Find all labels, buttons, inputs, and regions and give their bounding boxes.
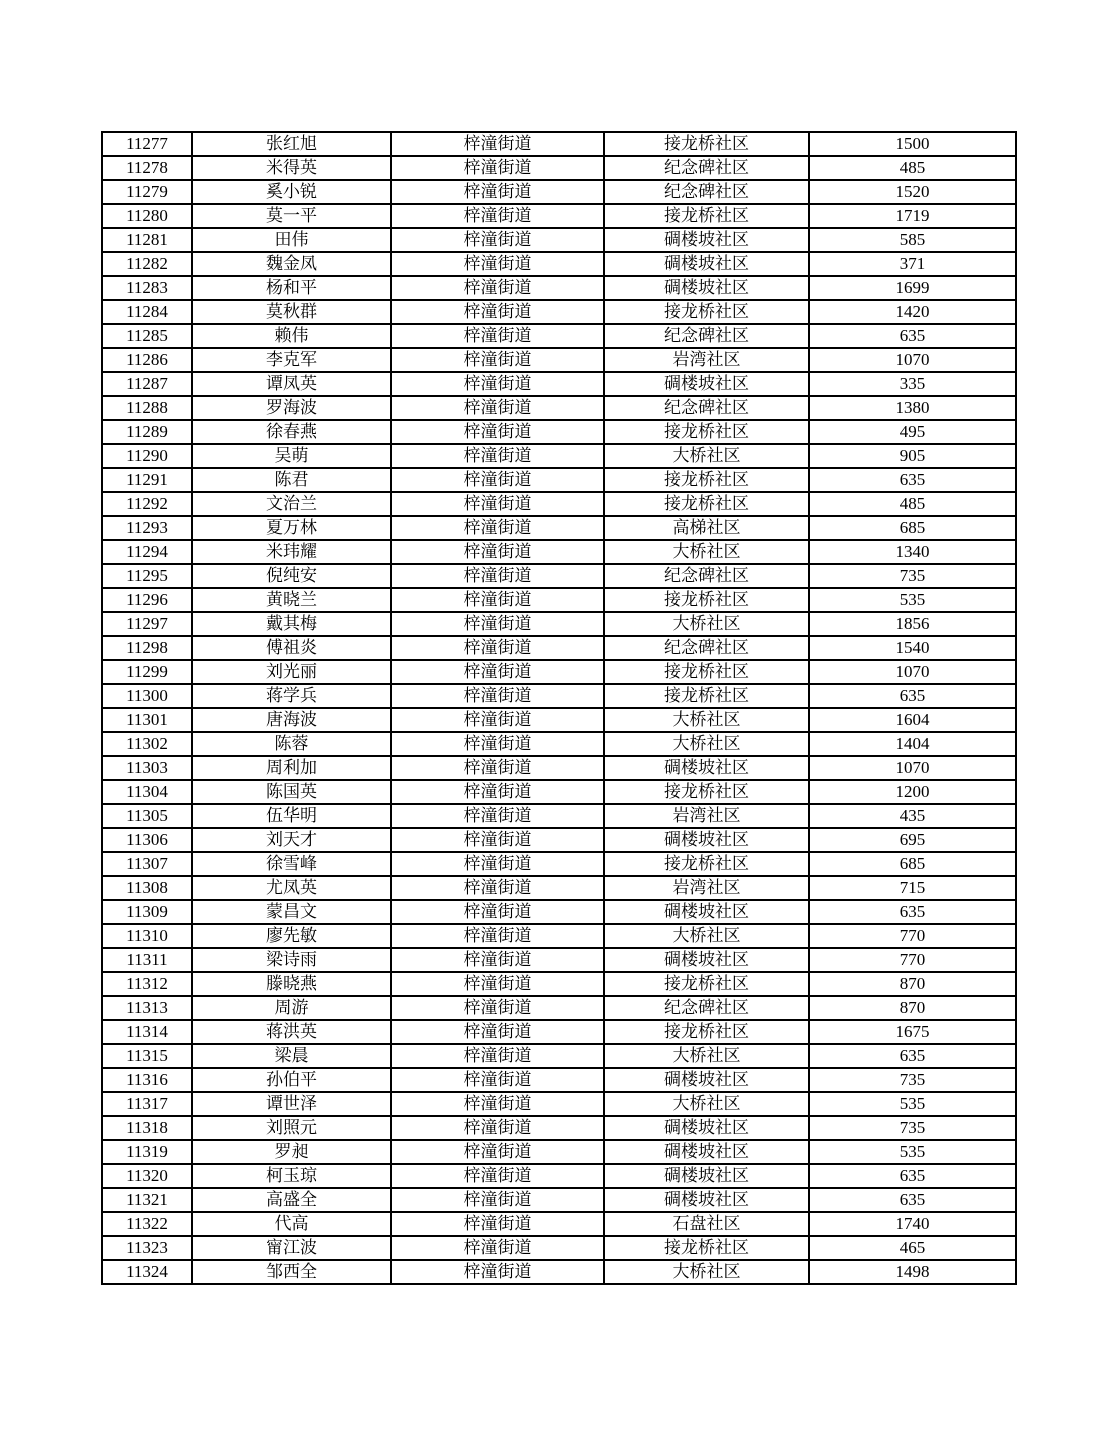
cell-street: 梓潼街道 (391, 228, 604, 252)
table-row (102, 228, 1016, 252)
cell-street: 梓潼街道 (391, 372, 604, 396)
cell-id: 11279 (102, 180, 192, 204)
cell-id: 11304 (102, 780, 192, 804)
table-row (102, 444, 1016, 468)
cell-name: 米玮耀 (192, 540, 391, 564)
cell-amount: 1380 (809, 396, 1016, 420)
cell-community: 接龙桥社区 (604, 420, 809, 444)
table-row (102, 660, 1016, 684)
cell-street: 梓潼街道 (391, 516, 604, 540)
cell-amount: 1500 (809, 132, 1016, 156)
cell-amount: 635 (809, 468, 1016, 492)
cell-community: 纪念碑社区 (604, 636, 809, 660)
cell-amount: 735 (809, 564, 1016, 588)
cell-amount: 770 (809, 948, 1016, 972)
cell-amount: 495 (809, 420, 1016, 444)
cell-id: 11284 (102, 300, 192, 324)
table-row (102, 1044, 1016, 1068)
cell-community: 碉楼坡社区 (604, 1140, 809, 1164)
cell-street: 梓潼街道 (391, 972, 604, 996)
cell-street: 梓潼街道 (391, 588, 604, 612)
cell-amount: 770 (809, 924, 1016, 948)
cell-street: 梓潼街道 (391, 900, 604, 924)
cell-name: 奚小锐 (192, 180, 391, 204)
cell-amount: 635 (809, 1044, 1016, 1068)
cell-street: 梓潼街道 (391, 780, 604, 804)
records-table-body (102, 132, 1016, 1284)
cell-street: 梓潼街道 (391, 828, 604, 852)
cell-id: 11290 (102, 444, 192, 468)
cell-street: 梓潼街道 (391, 348, 604, 372)
table-row (102, 1236, 1016, 1260)
cell-community: 接龙桥社区 (604, 1020, 809, 1044)
cell-community: 岩湾社区 (604, 348, 809, 372)
cell-amount: 585 (809, 228, 1016, 252)
cell-name: 滕晓燕 (192, 972, 391, 996)
cell-amount: 685 (809, 852, 1016, 876)
cell-amount: 1540 (809, 636, 1016, 660)
cell-street: 梓潼街道 (391, 444, 604, 468)
cell-community: 碉楼坡社区 (604, 372, 809, 396)
table-row (102, 756, 1016, 780)
cell-name: 徐雪峰 (192, 852, 391, 876)
cell-amount: 1070 (809, 348, 1016, 372)
cell-name: 黄晓兰 (192, 588, 391, 612)
cell-street: 梓潼街道 (391, 924, 604, 948)
cell-id: 11285 (102, 324, 192, 348)
cell-id: 11305 (102, 804, 192, 828)
table-row (102, 780, 1016, 804)
cell-community: 大桥社区 (604, 444, 809, 468)
cell-street: 梓潼街道 (391, 804, 604, 828)
table-row (102, 852, 1016, 876)
cell-id: 11315 (102, 1044, 192, 1068)
cell-name: 文治兰 (192, 492, 391, 516)
table-row (102, 612, 1016, 636)
cell-street: 梓潼街道 (391, 1140, 604, 1164)
cell-street: 梓潼街道 (391, 636, 604, 660)
cell-name: 罗昶 (192, 1140, 391, 1164)
cell-name: 高盛全 (192, 1188, 391, 1212)
cell-id: 11306 (102, 828, 192, 852)
table-row (102, 348, 1016, 372)
cell-name: 伍华明 (192, 804, 391, 828)
cell-name: 杨和平 (192, 276, 391, 300)
cell-id: 11303 (102, 756, 192, 780)
cell-amount: 371 (809, 252, 1016, 276)
cell-community: 岩湾社区 (604, 804, 809, 828)
cell-id: 11301 (102, 708, 192, 732)
table-row (102, 684, 1016, 708)
cell-id: 11307 (102, 852, 192, 876)
table-row (102, 804, 1016, 828)
cell-id: 11324 (102, 1260, 192, 1284)
cell-community: 接龙桥社区 (604, 204, 809, 228)
cell-name: 蒙昌文 (192, 900, 391, 924)
cell-community: 碉楼坡社区 (604, 1116, 809, 1140)
cell-id: 11322 (102, 1212, 192, 1236)
cell-community: 接龙桥社区 (604, 780, 809, 804)
cell-name: 廖先敏 (192, 924, 391, 948)
cell-street: 梓潼街道 (391, 1236, 604, 1260)
table-row (102, 564, 1016, 588)
cell-street: 梓潼街道 (391, 540, 604, 564)
cell-community: 纪念碑社区 (604, 996, 809, 1020)
cell-amount: 485 (809, 492, 1016, 516)
cell-id: 11295 (102, 564, 192, 588)
cell-amount: 435 (809, 804, 1016, 828)
cell-amount: 535 (809, 1092, 1016, 1116)
cell-name: 谭凤英 (192, 372, 391, 396)
cell-name: 刘照元 (192, 1116, 391, 1140)
cell-street: 梓潼街道 (391, 324, 604, 348)
cell-community: 大桥社区 (604, 540, 809, 564)
cell-name: 谭世泽 (192, 1092, 391, 1116)
table-row (102, 636, 1016, 660)
cell-amount: 635 (809, 684, 1016, 708)
cell-id: 11291 (102, 468, 192, 492)
table-row (102, 1188, 1016, 1212)
cell-name: 田伟 (192, 228, 391, 252)
cell-id: 11297 (102, 612, 192, 636)
table-row (102, 996, 1016, 1020)
cell-street: 梓潼街道 (391, 612, 604, 636)
cell-community: 纪念碑社区 (604, 156, 809, 180)
cell-community: 接龙桥社区 (604, 132, 809, 156)
table-row (102, 300, 1016, 324)
table-row (102, 972, 1016, 996)
cell-name: 梁晨 (192, 1044, 391, 1068)
cell-street: 梓潼街道 (391, 708, 604, 732)
cell-id: 11283 (102, 276, 192, 300)
cell-community: 岩湾社区 (604, 876, 809, 900)
cell-id: 11278 (102, 156, 192, 180)
table-row (102, 1092, 1016, 1116)
cell-id: 11313 (102, 996, 192, 1020)
table-row (102, 1020, 1016, 1044)
cell-name: 倪纯安 (192, 564, 391, 588)
cell-street: 梓潼街道 (391, 180, 604, 204)
cell-amount: 685 (809, 516, 1016, 540)
cell-street: 梓潼街道 (391, 276, 604, 300)
cell-community: 接龙桥社区 (604, 972, 809, 996)
cell-community: 碉楼坡社区 (604, 228, 809, 252)
cell-name: 赖伟 (192, 324, 391, 348)
cell-name: 代高 (192, 1212, 391, 1236)
cell-community: 石盘社区 (604, 1212, 809, 1236)
cell-community: 碉楼坡社区 (604, 756, 809, 780)
cell-community: 大桥社区 (604, 732, 809, 756)
cell-street: 梓潼街道 (391, 876, 604, 900)
cell-name: 蒋学兵 (192, 684, 391, 708)
cell-amount: 1498 (809, 1260, 1016, 1284)
cell-name: 罗海波 (192, 396, 391, 420)
cell-name: 周利加 (192, 756, 391, 780)
table-row (102, 1140, 1016, 1164)
cell-street: 梓潼街道 (391, 684, 604, 708)
cell-community: 接龙桥社区 (604, 1236, 809, 1260)
table-row (102, 180, 1016, 204)
cell-amount: 1699 (809, 276, 1016, 300)
table-row (102, 1212, 1016, 1236)
cell-id: 11300 (102, 684, 192, 708)
cell-amount: 1070 (809, 756, 1016, 780)
cell-street: 梓潼街道 (391, 1212, 604, 1236)
cell-amount: 1420 (809, 300, 1016, 324)
cell-id: 11296 (102, 588, 192, 612)
table-row (102, 324, 1016, 348)
cell-street: 梓潼街道 (391, 996, 604, 1020)
cell-name: 刘天才 (192, 828, 391, 852)
cell-name: 傅祖炎 (192, 636, 391, 660)
table-row (102, 204, 1016, 228)
cell-community: 接龙桥社区 (604, 300, 809, 324)
cell-id: 11317 (102, 1092, 192, 1116)
cell-name: 魏金凤 (192, 252, 391, 276)
cell-street: 梓潼街道 (391, 1092, 604, 1116)
cell-name: 刘光丽 (192, 660, 391, 684)
table-row (102, 876, 1016, 900)
cell-name: 甯江波 (192, 1236, 391, 1260)
cell-street: 梓潼街道 (391, 948, 604, 972)
cell-id: 11308 (102, 876, 192, 900)
cell-amount: 905 (809, 444, 1016, 468)
cell-community: 接龙桥社区 (604, 684, 809, 708)
cell-name: 蒋洪英 (192, 1020, 391, 1044)
cell-amount: 635 (809, 900, 1016, 924)
cell-street: 梓潼街道 (391, 756, 604, 780)
cell-amount: 1604 (809, 708, 1016, 732)
cell-street: 梓潼街道 (391, 1020, 604, 1044)
cell-street: 梓潼街道 (391, 852, 604, 876)
table-row (102, 516, 1016, 540)
cell-street: 梓潼街道 (391, 204, 604, 228)
cell-street: 梓潼街道 (391, 468, 604, 492)
cell-name: 邹西全 (192, 1260, 391, 1284)
cell-community: 碉楼坡社区 (604, 948, 809, 972)
cell-street: 梓潼街道 (391, 732, 604, 756)
cell-community: 接龙桥社区 (604, 852, 809, 876)
cell-community: 大桥社区 (604, 1044, 809, 1068)
table-row (102, 1068, 1016, 1092)
table-row (102, 156, 1016, 180)
cell-community: 纪念碑社区 (604, 324, 809, 348)
cell-amount: 1520 (809, 180, 1016, 204)
cell-name: 陈国英 (192, 780, 391, 804)
cell-amount: 535 (809, 588, 1016, 612)
cell-id: 11311 (102, 948, 192, 972)
cell-amount: 535 (809, 1140, 1016, 1164)
cell-community: 碉楼坡社区 (604, 276, 809, 300)
table-row (102, 372, 1016, 396)
cell-amount: 1719 (809, 204, 1016, 228)
table-row (102, 420, 1016, 444)
cell-street: 梓潼街道 (391, 1188, 604, 1212)
table-row (102, 588, 1016, 612)
cell-community: 纪念碑社区 (604, 180, 809, 204)
cell-name: 陈蓉 (192, 732, 391, 756)
cell-name: 柯玉琼 (192, 1164, 391, 1188)
table-row (102, 492, 1016, 516)
cell-name: 夏万林 (192, 516, 391, 540)
table-row (102, 252, 1016, 276)
table-row (102, 396, 1016, 420)
cell-community: 碉楼坡社区 (604, 1164, 809, 1188)
table-row (102, 900, 1016, 924)
cell-amount: 1740 (809, 1212, 1016, 1236)
table-row (102, 708, 1016, 732)
cell-community: 大桥社区 (604, 612, 809, 636)
cell-name: 唐海波 (192, 708, 391, 732)
cell-name: 吴萌 (192, 444, 391, 468)
cell-amount: 735 (809, 1116, 1016, 1140)
table-row (102, 1260, 1016, 1284)
records-table (101, 131, 1017, 1285)
cell-id: 11316 (102, 1068, 192, 1092)
cell-amount: 1404 (809, 732, 1016, 756)
cell-amount: 485 (809, 156, 1016, 180)
cell-id: 11277 (102, 132, 192, 156)
cell-id: 11309 (102, 900, 192, 924)
cell-community: 接龙桥社区 (604, 660, 809, 684)
cell-street: 梓潼街道 (391, 564, 604, 588)
cell-street: 梓潼街道 (391, 252, 604, 276)
cell-id: 11282 (102, 252, 192, 276)
cell-id: 11280 (102, 204, 192, 228)
cell-name: 梁诗雨 (192, 948, 391, 972)
cell-community: 大桥社区 (604, 1260, 809, 1284)
cell-id: 11287 (102, 372, 192, 396)
cell-id: 11323 (102, 1236, 192, 1260)
cell-id: 11302 (102, 732, 192, 756)
cell-id: 11314 (102, 1020, 192, 1044)
cell-street: 梓潼街道 (391, 1260, 604, 1284)
cell-community: 大桥社区 (604, 708, 809, 732)
cell-amount: 1200 (809, 780, 1016, 804)
cell-id: 11289 (102, 420, 192, 444)
cell-street: 梓潼街道 (391, 492, 604, 516)
table-row (102, 924, 1016, 948)
cell-street: 梓潼街道 (391, 660, 604, 684)
cell-name: 戴其梅 (192, 612, 391, 636)
cell-street: 梓潼街道 (391, 1068, 604, 1092)
cell-name: 孙伯平 (192, 1068, 391, 1092)
cell-community: 接龙桥社区 (604, 468, 809, 492)
cell-street: 梓潼街道 (391, 420, 604, 444)
cell-amount: 335 (809, 372, 1016, 396)
cell-amount: 465 (809, 1236, 1016, 1260)
cell-community: 纪念碑社区 (604, 564, 809, 588)
cell-amount: 715 (809, 876, 1016, 900)
table-row (102, 1116, 1016, 1140)
table-row (102, 468, 1016, 492)
cell-name: 莫秋群 (192, 300, 391, 324)
cell-name: 张红旭 (192, 132, 391, 156)
cell-id: 11293 (102, 516, 192, 540)
cell-id: 11318 (102, 1116, 192, 1140)
cell-amount: 1675 (809, 1020, 1016, 1044)
cell-community: 碉楼坡社区 (604, 828, 809, 852)
table-row (102, 132, 1016, 156)
cell-amount: 1340 (809, 540, 1016, 564)
cell-name: 周游 (192, 996, 391, 1020)
cell-name: 尤凤英 (192, 876, 391, 900)
cell-amount: 635 (809, 1188, 1016, 1212)
cell-name: 徐春燕 (192, 420, 391, 444)
cell-community: 大桥社区 (604, 1092, 809, 1116)
cell-amount: 635 (809, 1164, 1016, 1188)
cell-amount: 695 (809, 828, 1016, 852)
cell-amount: 870 (809, 996, 1016, 1020)
table-row (102, 276, 1016, 300)
cell-id: 11312 (102, 972, 192, 996)
cell-name: 米得英 (192, 156, 391, 180)
cell-amount: 870 (809, 972, 1016, 996)
cell-id: 11321 (102, 1188, 192, 1212)
cell-id: 11320 (102, 1164, 192, 1188)
cell-community: 碉楼坡社区 (604, 900, 809, 924)
cell-id: 11281 (102, 228, 192, 252)
cell-id: 11286 (102, 348, 192, 372)
cell-amount: 635 (809, 324, 1016, 348)
cell-street: 梓潼街道 (391, 1116, 604, 1140)
cell-amount: 735 (809, 1068, 1016, 1092)
cell-street: 梓潼街道 (391, 300, 604, 324)
cell-street: 梓潼街道 (391, 132, 604, 156)
cell-id: 11299 (102, 660, 192, 684)
cell-community: 大桥社区 (604, 924, 809, 948)
cell-community: 高梯社区 (604, 516, 809, 540)
cell-amount: 1070 (809, 660, 1016, 684)
cell-community: 纪念碑社区 (604, 396, 809, 420)
cell-community: 碉楼坡社区 (604, 252, 809, 276)
cell-id: 11292 (102, 492, 192, 516)
cell-id: 11298 (102, 636, 192, 660)
cell-street: 梓潼街道 (391, 396, 604, 420)
cell-community: 碉楼坡社区 (604, 1068, 809, 1092)
cell-street: 梓潼街道 (391, 1164, 604, 1188)
cell-community: 碉楼坡社区 (604, 1188, 809, 1212)
table-row (102, 540, 1016, 564)
table-row (102, 828, 1016, 852)
table-row (102, 732, 1016, 756)
cell-community: 接龙桥社区 (604, 588, 809, 612)
table-row (102, 1164, 1016, 1188)
cell-community: 接龙桥社区 (604, 492, 809, 516)
cell-name: 李克军 (192, 348, 391, 372)
cell-id: 11288 (102, 396, 192, 420)
cell-id: 11319 (102, 1140, 192, 1164)
cell-name: 陈君 (192, 468, 391, 492)
cell-street: 梓潼街道 (391, 1044, 604, 1068)
cell-id: 11294 (102, 540, 192, 564)
table-row (102, 948, 1016, 972)
cell-amount: 1856 (809, 612, 1016, 636)
cell-id: 11310 (102, 924, 192, 948)
cell-street: 梓潼街道 (391, 156, 604, 180)
cell-name: 莫一平 (192, 204, 391, 228)
